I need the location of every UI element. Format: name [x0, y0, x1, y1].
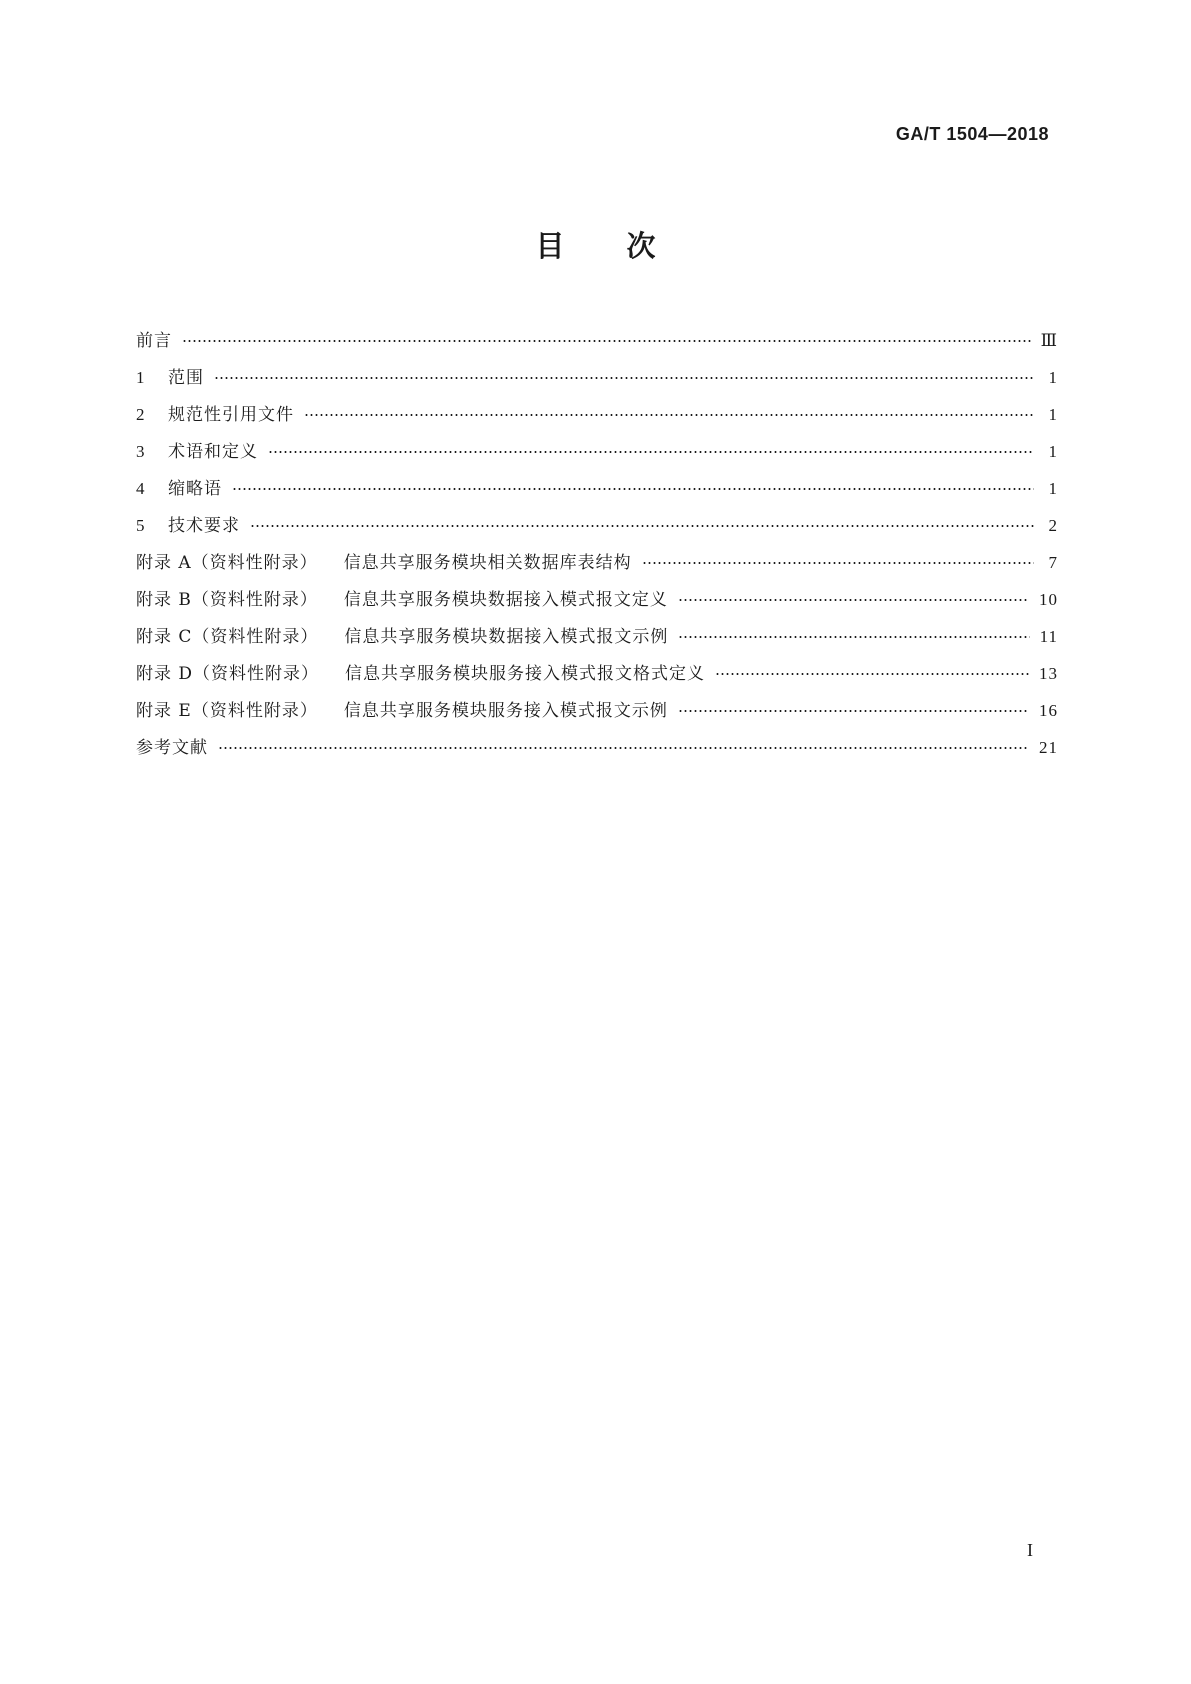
toc-entry-appendix-label: 附录 D（资料性附录）	[136, 664, 320, 684]
toc-entry-title: 信息共享服务模块数据接入模式报文定义	[343, 590, 668, 610]
toc-entry-title: 缩略语	[168, 479, 222, 499]
dot-leader	[715, 662, 1029, 679]
dot-leader	[678, 625, 1029, 642]
dot-leader	[642, 551, 1034, 568]
toc-entry-page: 21	[1039, 738, 1058, 757]
toc-entry-title: 术语和定义	[168, 442, 258, 462]
toc-entry-page: 10	[1039, 590, 1058, 609]
toc-entry-appendix-a[interactable]	[136, 548, 1058, 585]
toc-entry-page: 7	[1048, 553, 1058, 572]
toc-entry-title: 前言	[136, 331, 172, 351]
dot-leader	[304, 403, 1034, 420]
toc-entry-title: 信息共享服务模块相关数据库表结构	[343, 553, 632, 573]
toc-entry-title: 参考文献	[136, 738, 208, 758]
dot-leader	[182, 329, 1031, 346]
page-title: 目次	[535, 229, 718, 263]
toc-entry-page: 1	[1048, 405, 1058, 424]
table-of-contents	[136, 326, 1058, 770]
toc-entry-page: 1	[1048, 479, 1058, 498]
toc-entry-title: 范围	[168, 368, 204, 388]
toc-entry-number: 4	[136, 479, 146, 498]
toc-entry-number: 2	[136, 405, 146, 424]
toc-entry-page: 1	[1048, 442, 1058, 461]
toc-entry-foreword[interactable]	[136, 326, 1058, 363]
toc-entry-title: 技术要求	[168, 516, 240, 536]
dot-leader	[250, 514, 1034, 531]
toc-entry-title: 信息共享服务模块服务接入模式报文格式定义	[345, 664, 706, 684]
toc-entry-bibliography[interactable]	[136, 733, 1058, 770]
toc-entry-appendix-label: 附录 C（资料性附录）	[136, 627, 319, 647]
toc-entry-appendix-label: 附录 B（资料性附录）	[136, 590, 318, 610]
dot-leader	[678, 588, 1029, 605]
dot-leader	[678, 699, 1029, 716]
toc-entry-appendix-e[interactable]	[136, 696, 1058, 733]
toc-entry-4[interactable]	[136, 474, 1058, 511]
toc-entry-appendix-b[interactable]	[136, 585, 1058, 622]
dot-leader	[232, 477, 1034, 494]
toc-entry-title: 信息共享服务模块数据接入模式报文示例	[344, 627, 669, 647]
toc-entry-appendix-d[interactable]	[136, 659, 1058, 696]
toc-entry-page: 13	[1039, 664, 1058, 683]
dot-leader	[268, 440, 1034, 457]
toc-entry-appendix-label: 附录 E（资料性附录）	[136, 701, 318, 721]
dot-leader	[214, 366, 1034, 383]
toc-entry-title: 规范性引用文件	[168, 405, 294, 425]
toc-entry-5[interactable]	[136, 511, 1058, 548]
toc-entry-number: 3	[136, 442, 146, 461]
toc-entry-2[interactable]	[136, 400, 1058, 437]
toc-entry-page: Ⅲ	[1040, 331, 1058, 350]
toc-entry-3[interactable]	[136, 437, 1058, 474]
page-number: I	[1027, 1540, 1033, 1560]
toc-entry-page: 11	[1039, 627, 1058, 646]
toc-entry-title: 信息共享服务模块服务接入模式报文示例	[343, 701, 668, 721]
document-code: GA/T 1504—2018	[895, 124, 1049, 144]
dot-leader	[218, 736, 1029, 753]
toc-entry-number: 1	[136, 368, 146, 387]
toc-entry-page: 16	[1039, 701, 1058, 720]
toc-entry-1[interactable]	[136, 363, 1058, 400]
toc-entry-number: 5	[136, 516, 146, 535]
toc-entry-appendix-label: 附录 A（资料性附录）	[136, 553, 318, 573]
toc-entry-page: 1	[1048, 368, 1058, 387]
toc-entry-appendix-c[interactable]	[136, 622, 1058, 659]
toc-entry-page: 2	[1048, 516, 1058, 535]
